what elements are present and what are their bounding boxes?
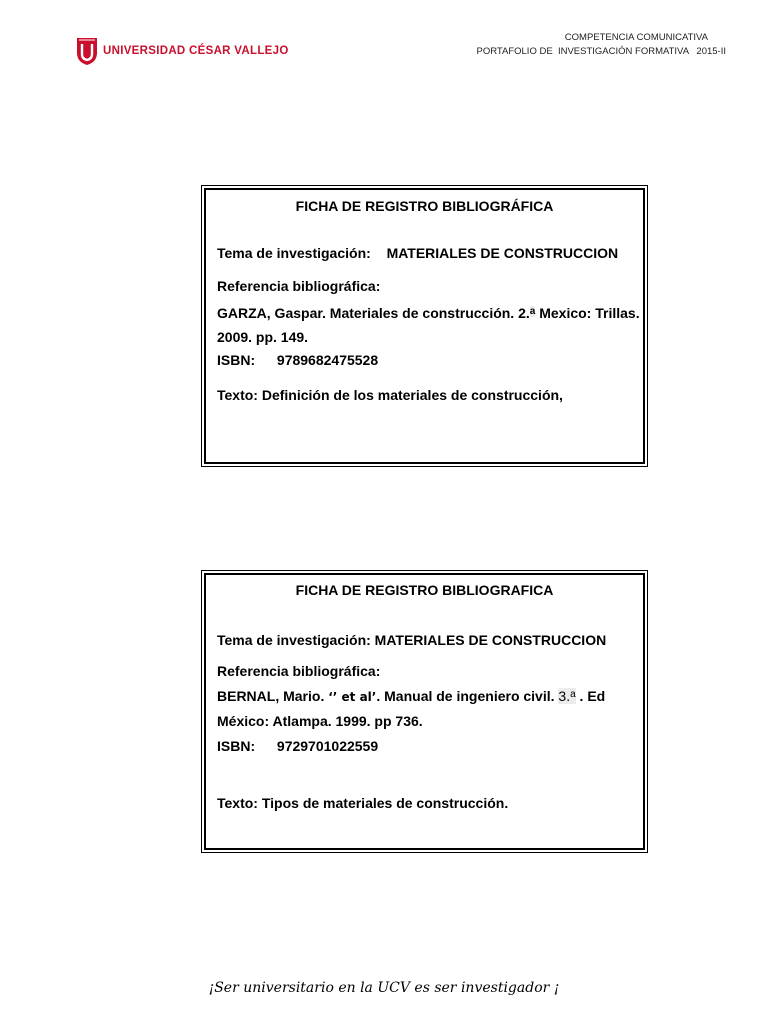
portfolio-title: PORTAFOLIO DE INVESTIGACIÓN FORMATIVA 2015-II	[476, 46, 726, 57]
edition-superscript: a	[529, 306, 536, 317]
reference-text-end: Mexico: Trillas.	[535, 305, 640, 321]
reference-text: BERNAL, Mario.	[217, 688, 329, 704]
reference-line-2: México: Atlampa. 1999. pp 736.	[217, 713, 423, 729]
logo-text: UNIVERSIDAD CÉSAR VALLEJO	[103, 45, 289, 57]
isbn	[217, 352, 378, 368]
page-header	[476, 31, 726, 59]
university-logo	[76, 36, 289, 66]
bibliographic-card-1	[201, 185, 648, 467]
ucv-shield-icon	[76, 36, 98, 66]
card-text: Texto: Definición de los materiales de construcción,	[217, 387, 563, 403]
edition-number	[558, 688, 575, 704]
isbn-label: ISBN:	[217, 738, 256, 754]
reference-label: Referencia bibliográfica:	[217, 278, 381, 294]
reference-line-1	[217, 688, 605, 704]
topic-value: MATERIALES DE CONSTRUCCION	[386, 245, 619, 261]
edition-superscript: a	[570, 689, 576, 700]
isbn-label: ISBN:	[217, 352, 256, 368]
reference-line-2: 2009. pp. 149.	[217, 329, 309, 345]
card-title: FICHA DE REGISTRO BIBLIOGRÁFICA	[295, 198, 554, 214]
isbn-value: 9789682475528	[276, 352, 379, 368]
reference-text-end: . Ed	[575, 688, 606, 704]
isbn	[217, 738, 378, 754]
research-topic	[217, 632, 606, 648]
et-al-text: ‘’ et al’	[328, 690, 377, 704]
research-topic	[217, 245, 618, 261]
topic-label: Tema de investigación:	[217, 245, 371, 261]
reference-text: GARZA, Gaspar. Materiales de construcción. 2.	[217, 305, 530, 321]
topic-value: MATERIALES DE CONSTRUCCION	[374, 632, 607, 648]
edition-value: 3.	[558, 688, 571, 704]
course-title: COMPETENCIA COMUNICATIVA	[564, 32, 708, 43]
card-title: FICHA DE REGISTRO BIBLIOGRAFICA	[295, 582, 554, 598]
topic-label: Tema de investigación:	[217, 632, 371, 648]
bibliographic-card-2	[201, 570, 648, 853]
reference-text-mid: . Manual de ingeniero civil.	[376, 688, 559, 704]
isbn-value: 9729701022559	[276, 738, 379, 754]
footer-motto: ¡Ser universitario en la UCV es ser investigador ¡	[208, 980, 560, 996]
reference-line-1	[217, 305, 640, 321]
reference-label: Referencia bibliográfica:	[217, 663, 381, 679]
card-text: Texto: Tipos de materiales de construcción.	[217, 795, 509, 811]
